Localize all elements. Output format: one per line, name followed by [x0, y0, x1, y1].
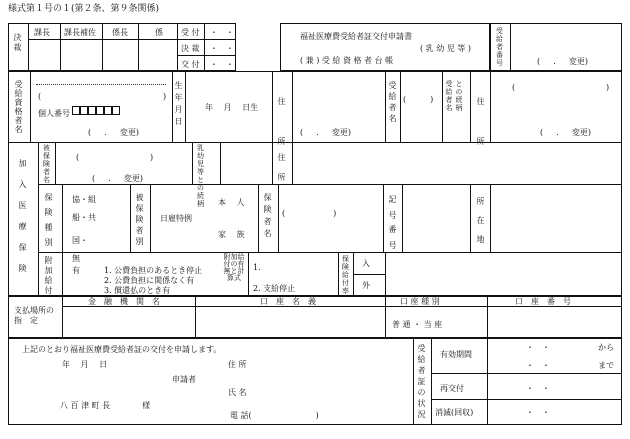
- applicant-name-label: 氏 名: [228, 388, 247, 397]
- insurance-address-label: 住所: [277, 153, 286, 182]
- title-sub: ( 乳 幼 児 等 ): [420, 44, 471, 53]
- insurance-section-label: 加入医療保険: [18, 159, 27, 273]
- kacho-hosa-label: 課長補佐: [64, 28, 96, 37]
- type-sen: 船・共: [72, 213, 96, 222]
- kakaricho-label: 係長: [112, 28, 128, 37]
- calc-1: 1.: [253, 263, 261, 272]
- shozaichi-label: 所在地: [476, 197, 485, 244]
- kessai2-label: 決 裁: [181, 44, 200, 53]
- birth-label: 生年月日: [174, 81, 183, 126]
- recipient-paren: ( ): [403, 95, 434, 104]
- reissue-label: 再交付: [440, 384, 464, 393]
- type-koku: 国・: [72, 236, 88, 245]
- bank-header: 金 融 機 関 名: [88, 297, 160, 306]
- insured-type-value: 日雇特例: [160, 214, 192, 223]
- mayor-label: 八 百 津 町 長 様: [60, 401, 151, 410]
- validity-label: 有効期間: [440, 350, 472, 359]
- insurer-paren: ( ): [282, 209, 337, 218]
- cancel-date: ・ ・: [526, 408, 550, 417]
- insurance-type-label: 保険種別: [44, 193, 53, 247]
- validity-to-date: ・ ・: [526, 361, 550, 370]
- type-kyo: 協・組: [72, 195, 96, 204]
- relation-label-2: との続柄: [455, 80, 463, 112]
- title-main: 福祉医療費受給者証交付申請書: [300, 32, 412, 41]
- honnin: 本 人: [218, 198, 245, 207]
- insured-paren-open: (: [76, 153, 80, 162]
- form-number: 様式第１号の１(第２条、第９条関係): [8, 4, 160, 14]
- address-change: ( . 変更): [300, 128, 351, 137]
- kacho-label: 課長: [34, 28, 50, 37]
- reason-1: 1. 公費負担のあるとき停止: [104, 266, 203, 275]
- address2-paren-close: ): [606, 83, 610, 92]
- title-ledger: ( 兼 ) 受 給 資 格 者 台 帳: [300, 56, 394, 65]
- reissue-date: ・ ・: [526, 384, 550, 393]
- validity-from: から: [598, 343, 614, 352]
- account-type-header: 口 座 種 別: [400, 297, 440, 306]
- birth-value: 年 月 日生: [205, 103, 259, 112]
- rate-nyu: 入: [362, 259, 370, 268]
- reason-3: 3. 償還払のとき有: [104, 286, 171, 295]
- application-statement: 上記のとおり福祉医療費受給者証の交付を申請します。: [22, 345, 222, 354]
- calc-2: 2. 支給停止: [253, 284, 296, 293]
- recipient-number-change: ( . 変更): [537, 57, 588, 66]
- certificate-status-label: 受給者証の状況: [417, 344, 426, 419]
- cancel-label: 消滅(回収): [435, 408, 474, 417]
- insured-type-label: 被保険者別: [135, 193, 144, 246]
- bango-label: 番号: [388, 225, 397, 250]
- validity-to: まで: [598, 361, 614, 370]
- insured-paren-close: ): [150, 153, 154, 162]
- phone-label: 電 話( ): [230, 411, 319, 420]
- applicant-address-label: 住 所: [228, 360, 247, 369]
- insurer-label: 保険者名: [263, 193, 272, 238]
- recipient-name-label: 受給者名: [388, 81, 397, 123]
- insured-change: ( . 変更): [92, 174, 143, 183]
- account-type-value: 普 通 ・ 当 座: [392, 320, 443, 329]
- kojin-number-boxes[interactable]: [72, 106, 168, 115]
- relation-label-1: 受給者名: [445, 80, 453, 112]
- paren-open: (: [38, 92, 42, 101]
- address2-change: ( . 変更): [540, 128, 591, 137]
- kojin-number-label: 個人番号: [38, 109, 70, 118]
- account-number-header: 口 座 番 号: [515, 297, 571, 306]
- infant-relation-label-1: 乳幼児等との続柄: [197, 144, 204, 208]
- kofu-date: ・ ・: [210, 60, 234, 69]
- address2-label: 住所: [476, 97, 485, 146]
- insured-name-label: 被保険者名: [43, 144, 50, 184]
- address-label: 住所: [277, 97, 286, 146]
- kessai-label: 決裁: [13, 33, 22, 52]
- address2-paren: (: [512, 83, 516, 92]
- kessai-date: ・ ・: [210, 44, 234, 53]
- uketsuke-label: 受 付: [181, 28, 200, 37]
- fuka-nashi: 無: [72, 254, 80, 263]
- fuka-ari: 有: [72, 266, 80, 275]
- applicant-label: 申請者: [172, 375, 196, 384]
- account-name-header: 口 座 名 義: [260, 297, 316, 306]
- fuka-label: 附加給付: [44, 256, 53, 295]
- uketsuke-date: ・ ・: [210, 28, 234, 37]
- validity-from-date: ・ ・: [526, 343, 550, 352]
- rate-gai: 外: [362, 281, 370, 290]
- qualified-change: ( . 変更): [88, 128, 139, 137]
- reason-2: 2. 公費負担に関係なく有: [104, 276, 195, 285]
- kazoku: 家 族: [218, 230, 245, 239]
- recipient-number-label: 受給者番号: [496, 27, 503, 67]
- qualified-person-label: 受給資格者名: [14, 80, 23, 134]
- kakari-label: 係: [155, 28, 163, 37]
- kigo-label: 記号: [388, 195, 397, 220]
- rate-label: 保険給付率: [342, 255, 349, 295]
- kofu-label: 交 付: [181, 60, 200, 69]
- calc-label: 附加給付の有無と計算式: [223, 253, 245, 282]
- application-date: 年 月 日: [62, 360, 108, 369]
- paren-close: ): [163, 92, 167, 101]
- payment-label: 支払場所の指 定: [14, 306, 54, 325]
